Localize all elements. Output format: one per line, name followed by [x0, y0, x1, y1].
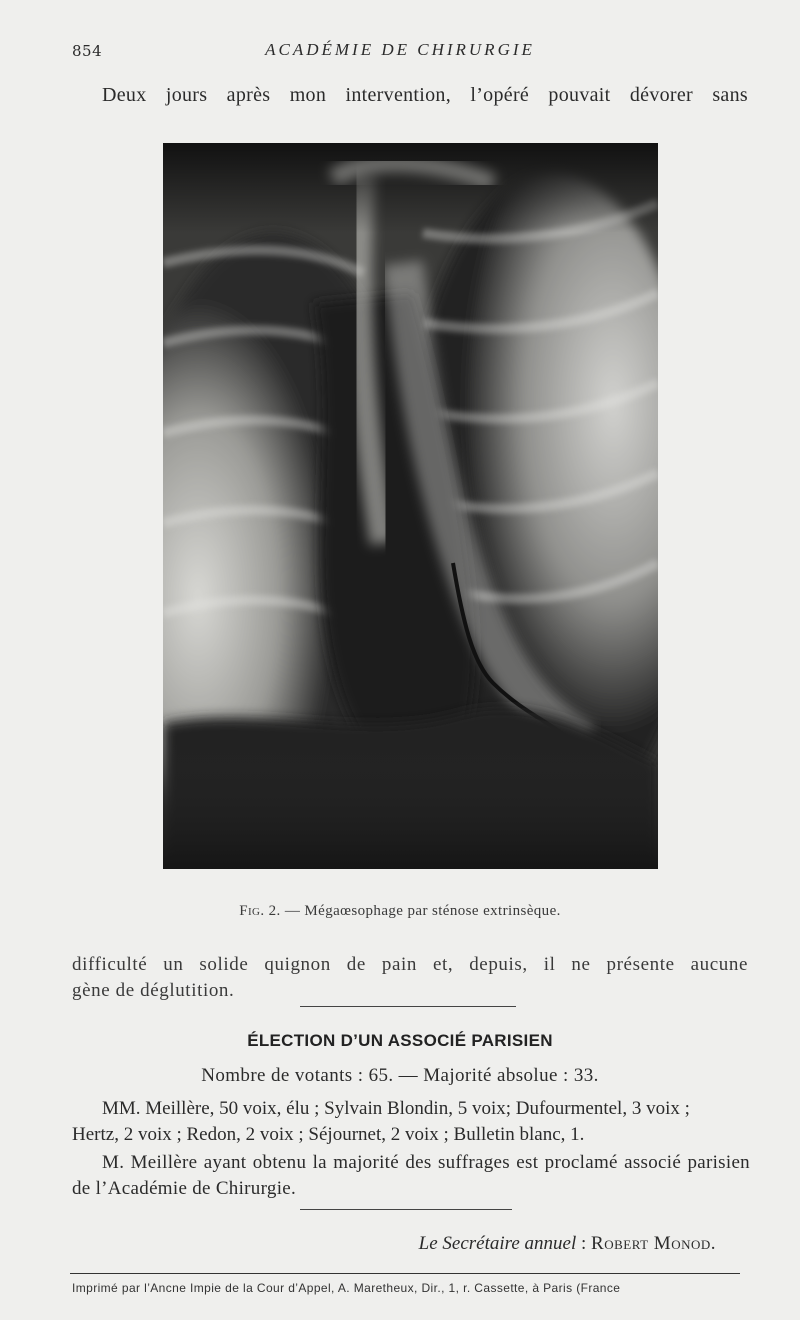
closing-divider	[300, 1209, 512, 1210]
running-head: ACADÉMIE DE CHIRURGIE	[265, 40, 535, 59]
paragraph-top: Deux jours après mon intervention, l’opéré pouvait dévorer sans	[102, 84, 748, 106]
figure-caption-text: — Mégaœsophage par sténose extrinsèque.	[280, 903, 561, 919]
page-number: 854	[72, 42, 103, 60]
section-divider	[300, 1006, 516, 1007]
results-line-1: MM. Meillère, 50 voix, élu ; Sylvain Blondin, 5 voix; Dufourmentel, 3 voix ;	[102, 1098, 690, 1119]
paragraph-continued-line2: gène de déglutition.	[72, 980, 235, 1001]
xray-figure	[163, 143, 658, 869]
paragraph-continued-line1: difficulté un solide quignon de pain et, depuis, il ne présente aucune	[72, 954, 748, 975]
footer-divider	[70, 1273, 740, 1274]
results-paragraph	[72, 1096, 750, 1148]
votes-summary: Nombre de votants : 65. — Majorité absolue : 33.	[201, 1065, 599, 1086]
figure-caption	[0, 903, 800, 920]
xray-image	[163, 143, 658, 869]
printer-imprint: Imprimé par l’Ancne Impie de la Cour d’Appel, A. Maretheux, Dir., 1, r. Cassette, à Paris (France	[72, 1281, 621, 1295]
figure-label: Fig. 2.	[239, 903, 281, 919]
results-line-2: Hertz, 2 voix ; Redon, 2 voix ; Séjournet, 2 voix ; Bulletin blanc, 1.	[72, 1124, 585, 1145]
signature	[419, 1233, 716, 1255]
proclamation-paragraph: M. Meillère ayant obtenu la majorité des suffrages est proclamé associé parisien de l’Académie de Chirurgie.	[72, 1152, 750, 1199]
paragraph-continued	[72, 952, 748, 1004]
signature-name: Robert Monod.	[591, 1233, 716, 1254]
section-title: ÉLECTION D’UN ASSOCIÉ PARISIEN	[247, 1031, 553, 1050]
signature-role: Le Secrétaire annuel	[418, 1233, 577, 1254]
signature-separator: :	[576, 1233, 592, 1254]
